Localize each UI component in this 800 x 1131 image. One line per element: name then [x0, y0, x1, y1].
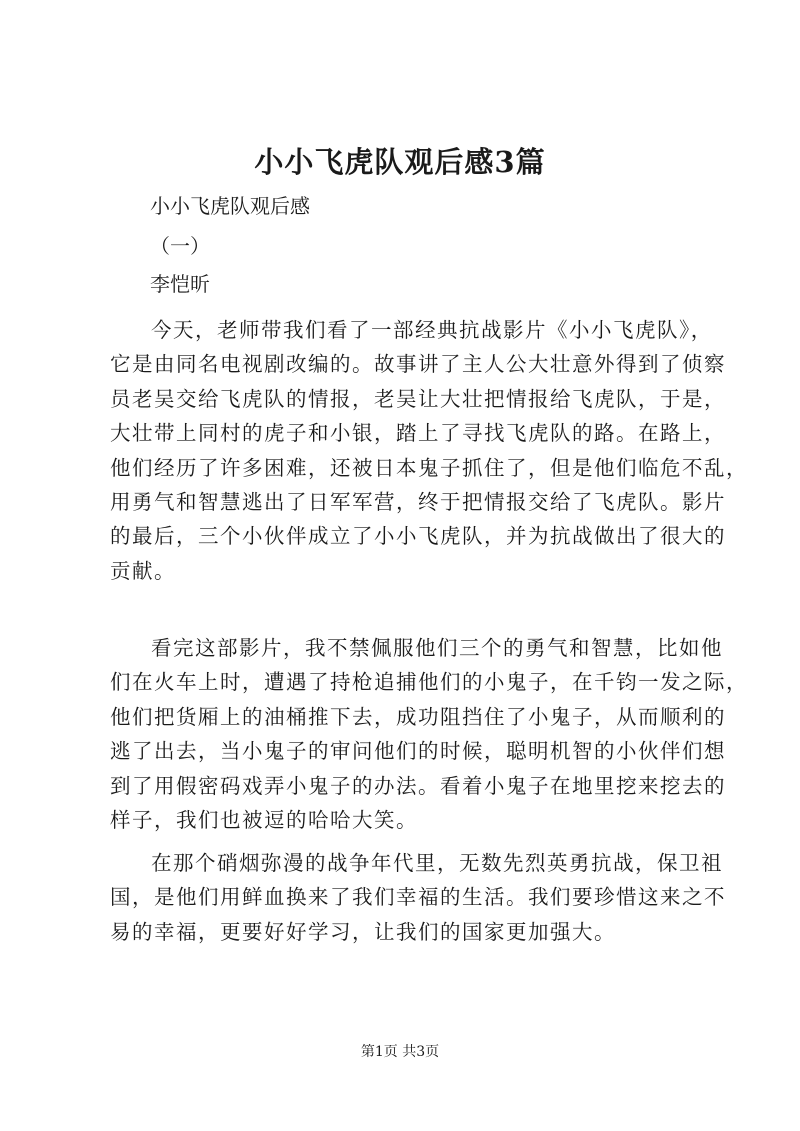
paragraph: [110, 846, 726, 949]
body-text: [110, 846, 726, 949]
author-name: 李恺昕: [150, 272, 210, 296]
paragraph-line: 员老吴交给飞虎队的情报，老吴让大壮把情报给飞虎队，于是，: [110, 386, 726, 411]
paragraph-line: 今天，老师带我们看了一部经典抗战影片《小小飞虎队》，: [151, 318, 713, 342]
document-title: 小小飞虎队观后感3篇: [254, 145, 546, 179]
paragraph-line: 到了用假密码戏弄小鬼子的办法。看着小鬼子在地里挖来挖去的: [110, 773, 726, 798]
paragraph-line: 易的幸福，更要好好学习，让我们的国家更加强大。: [110, 919, 616, 944]
section-number: （一）: [150, 234, 210, 258]
paragraph: [110, 631, 748, 837]
paragraph-line: 们在火车上时，遭遇了持枪追捕他们的小鬼子，在千钧一发之际，: [110, 670, 748, 695]
paragraph-line: 大壮带上同村的虎子和小银，踏上了寻找飞虎队的路。在路上，: [110, 421, 726, 446]
paragraph-line: 用勇气和智慧逃出了日军军营，终于把情报交给了飞虎队。影片: [110, 490, 726, 515]
paragraph-line: 他们把货厢上的油桶推下去，成功阻挡住了小鬼子，从而顺利的: [110, 704, 726, 729]
paragraph-line: 它是由同名电视剧改编的。故事讲了主人公大壮意外得到了侦察: [110, 352, 726, 377]
body-text: [110, 631, 748, 837]
paragraph-line: 贡献。: [110, 558, 176, 583]
page-number-footer: 第1页 共3页: [360, 1044, 440, 1060]
subtitle: 小小飞虎队观后感: [150, 194, 310, 218]
paragraph-line: 样子，我们也被逗的哈哈大笑。: [110, 808, 418, 833]
paragraph-line: 国，是他们用鲜血换来了我们幸福的生活。我们要珍惜这来之不: [110, 885, 726, 910]
paragraph: [110, 313, 748, 588]
paragraph-line: 看完这部影片，我不禁佩服他们三个的勇气和智慧，比如他: [151, 636, 723, 660]
paragraph-line: 他们经历了许多困难，还被日本鬼子抓住了，但是他们临危不乱，: [110, 455, 748, 480]
paragraph-line: 的最后，三个小伙伴成立了小小飞虎队，并为抗战做出了很大的: [110, 524, 726, 549]
paragraph-line: 在那个硝烟弥漫的战争年代里，无数先烈英勇抗战，保卫祖: [151, 851, 723, 875]
paragraph-line: 逃了出去，当小鬼子的审问他们的时候，聪明机智的小伙伴们想: [110, 739, 726, 764]
body-text: [110, 313, 748, 588]
